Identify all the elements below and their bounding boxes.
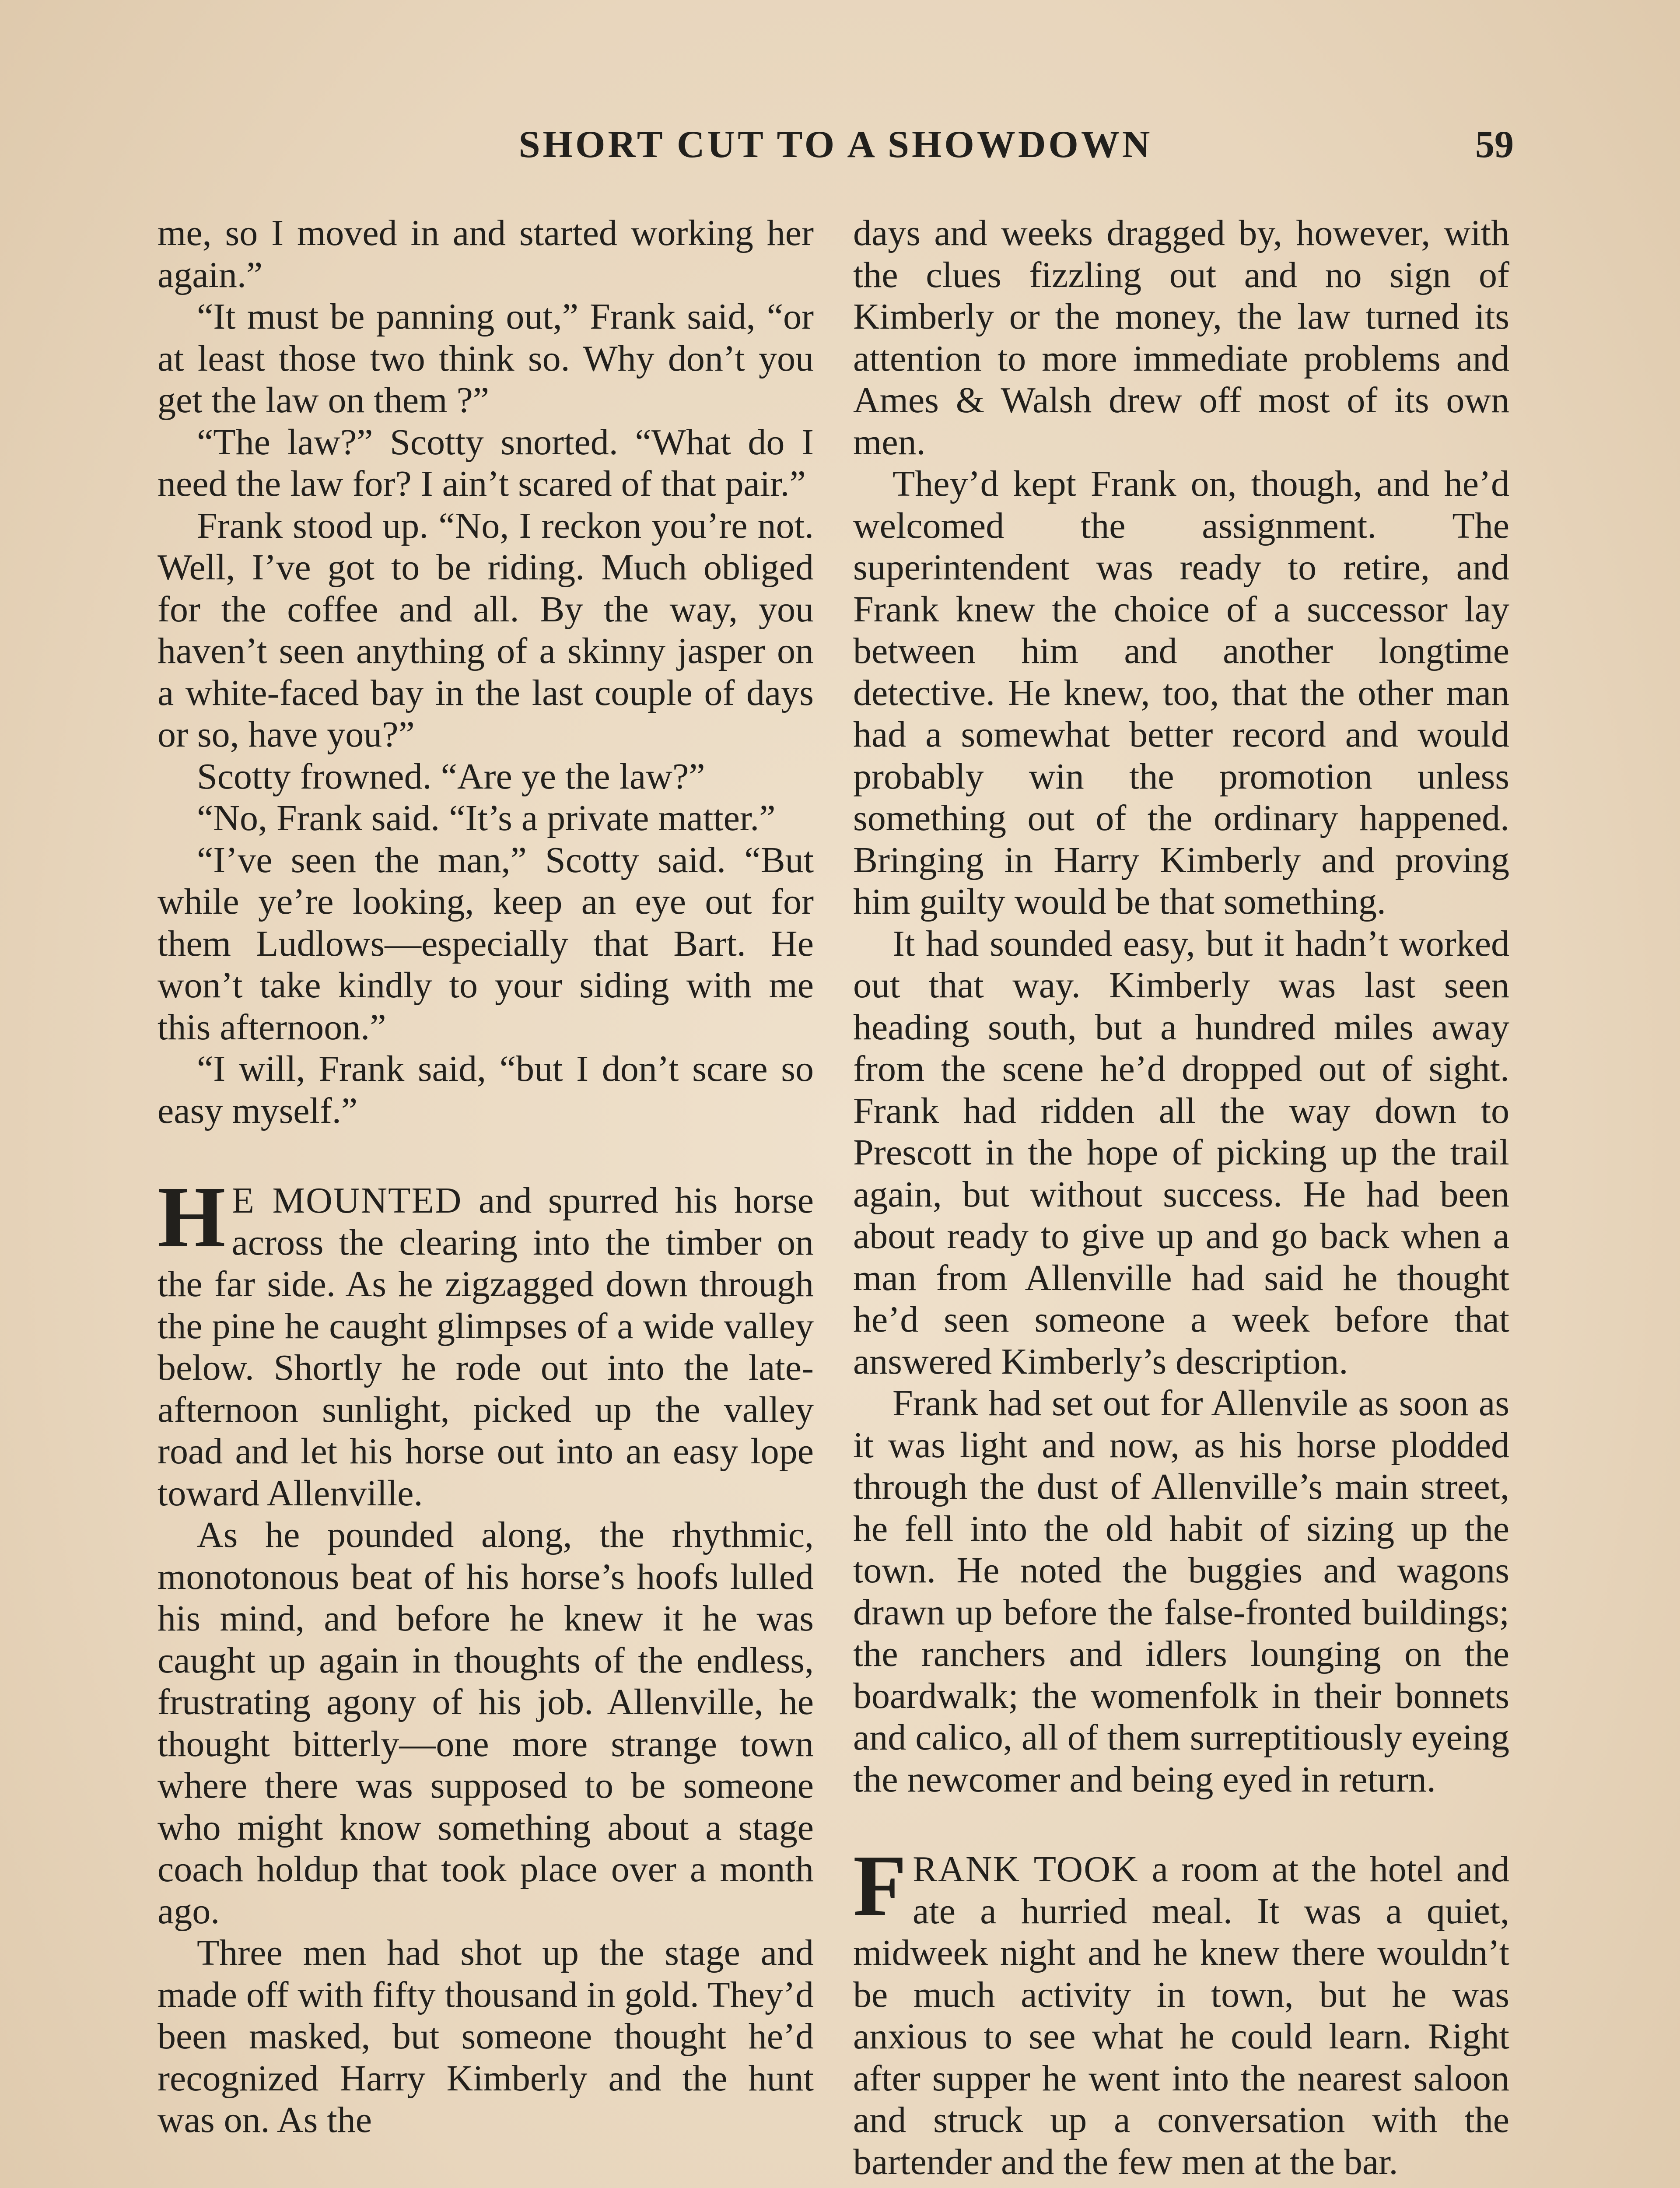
lead-in-caps: E MOUNTED (231, 1180, 462, 1221)
paragraph: “The law?” Scotty snorted. “What do I need the law for? I ain’t scared of that pair.” (158, 421, 814, 504)
paragraph-text: and spurred his horse across the clearing into the timber on the far side. As he zigzagged down through the pine he caught glimpses of a wide valley below. Shortly he rode out into the late-afternoon sunlight, picked up the valley road and let his horse out into an easy lope toward Allenville. (158, 1180, 814, 1514)
paragraph: me, so I moved in and started working her again.” (158, 213, 814, 295)
lead-in-caps: RANK TOOK (913, 1849, 1139, 1890)
paragraph: They’d kept Frank on, though, and he’d welcomed the assignment. The superintendent was ready to retire, and Frank knew the choice of a successor lay between him and another longtime detective. He knew, too, that the other man had a somewhat better record and would probably win the promotion unless something out of the ordinary happened. Bringing in Harry Kimberly and proving him guilty would be that something. (853, 463, 1509, 922)
section-opening-paragraph (853, 1837, 1509, 2183)
paragraph: It had sounded easy, but it hadn’t worked out that way. Kimberly was last seen heading south, but a hundred miles away from the scene he’d dropped out of sight. Frank had ridden all the way down to Prescott in the hope of picking up the trail again, but without success. He had been about ready to give up and go back when a man from Allenville had said he thought he’d seen someone a week before that answered Kimberly’s description. (853, 923, 1509, 1382)
right-text-column (853, 212, 1509, 2183)
paragraph: As he pounded along, the rhythmic, monotonous beat of his horse’s hoofs lulled his mind, and before he knew it he was caught up again in thoughts of the endless, frustrating agony of his job. Allenville, he thought bitterly—one more strange town where there was supposed to be someone who might know something about a stage coach holdup that took place over a month ago. (158, 1515, 814, 1932)
paragraph-text: a room at the hotel and ate a hurried meal. It was a quiet, midweek night and he knew there wouldn’t be much activity in town, but he was anxious to see what he could learn. Right after supper he went into the nearest saloon and struck up a conversation with the bartender and the few men at the bar. (853, 1849, 1509, 2182)
section-opening-paragraph (158, 1169, 814, 1514)
paragraph: Three men had shot up the stage and made off with fifty thousand in gold. They’d been masked, but someone thought he’d recognized Harry Kimberly and the hunt was on. As the (158, 1932, 814, 2140)
paragraph: “I’ve seen the man,” Scotty said. “But while ye’re looking, keep an eye out for them Ludlows—especially that Bart. He won’t take kindly to your siding with me this afternoon.” (158, 839, 814, 1048)
page-number: 59 (1475, 123, 1514, 166)
paragraph: Frank stood up. “No, I reckon you’re not. Well, I’ve got to be riding. Much obliged for the coffee and all. By the way, you haven’t seen anything of a skinny jasper on a white-faced bay in the last couple of days or so, have you?” (158, 505, 814, 755)
page-header (158, 123, 1514, 175)
paragraph: “I will, Frank said, “but I don’t scare so easy myself.” (158, 1048, 814, 1131)
drop-cap-letter: H (158, 1169, 226, 1266)
paragraph: Scotty frowned. “Are ye the law?” (197, 756, 705, 797)
paragraph: days and weeks dragged by, however, with the clues fizzling out and no sign of Kimberly or the money, the law turned its attention to more immediate problems and Ames & Walsh drew off most of its own men. (853, 213, 1509, 463)
paragraph: Frank had set out for Allenvile as soon as it was light and now, as his horse plodded through the dust of Allenville’s main street, he fell into the old habit of sizing up the town. He noted the buggies and wagons drawn up before the false-fronted buildings; the ranchers and idlers lounging on the boardwalk; the womenfolk in their bonnets and calico, all of them surreptitiously eyeing the newcomer and being eyed in return. (853, 1383, 1509, 1800)
left-text-column (158, 212, 814, 2141)
paragraph: “No, Frank said. “It’s a private matter.” (197, 798, 776, 838)
paragraph: “It must be panning out,” Frank said, “or at least those two think so. Why don’t you get the law on them ?” (158, 296, 814, 421)
running-title: SHORT CUT TO A SHOWDOWN (518, 123, 1153, 166)
drop-cap-letter: F (853, 1837, 907, 1934)
